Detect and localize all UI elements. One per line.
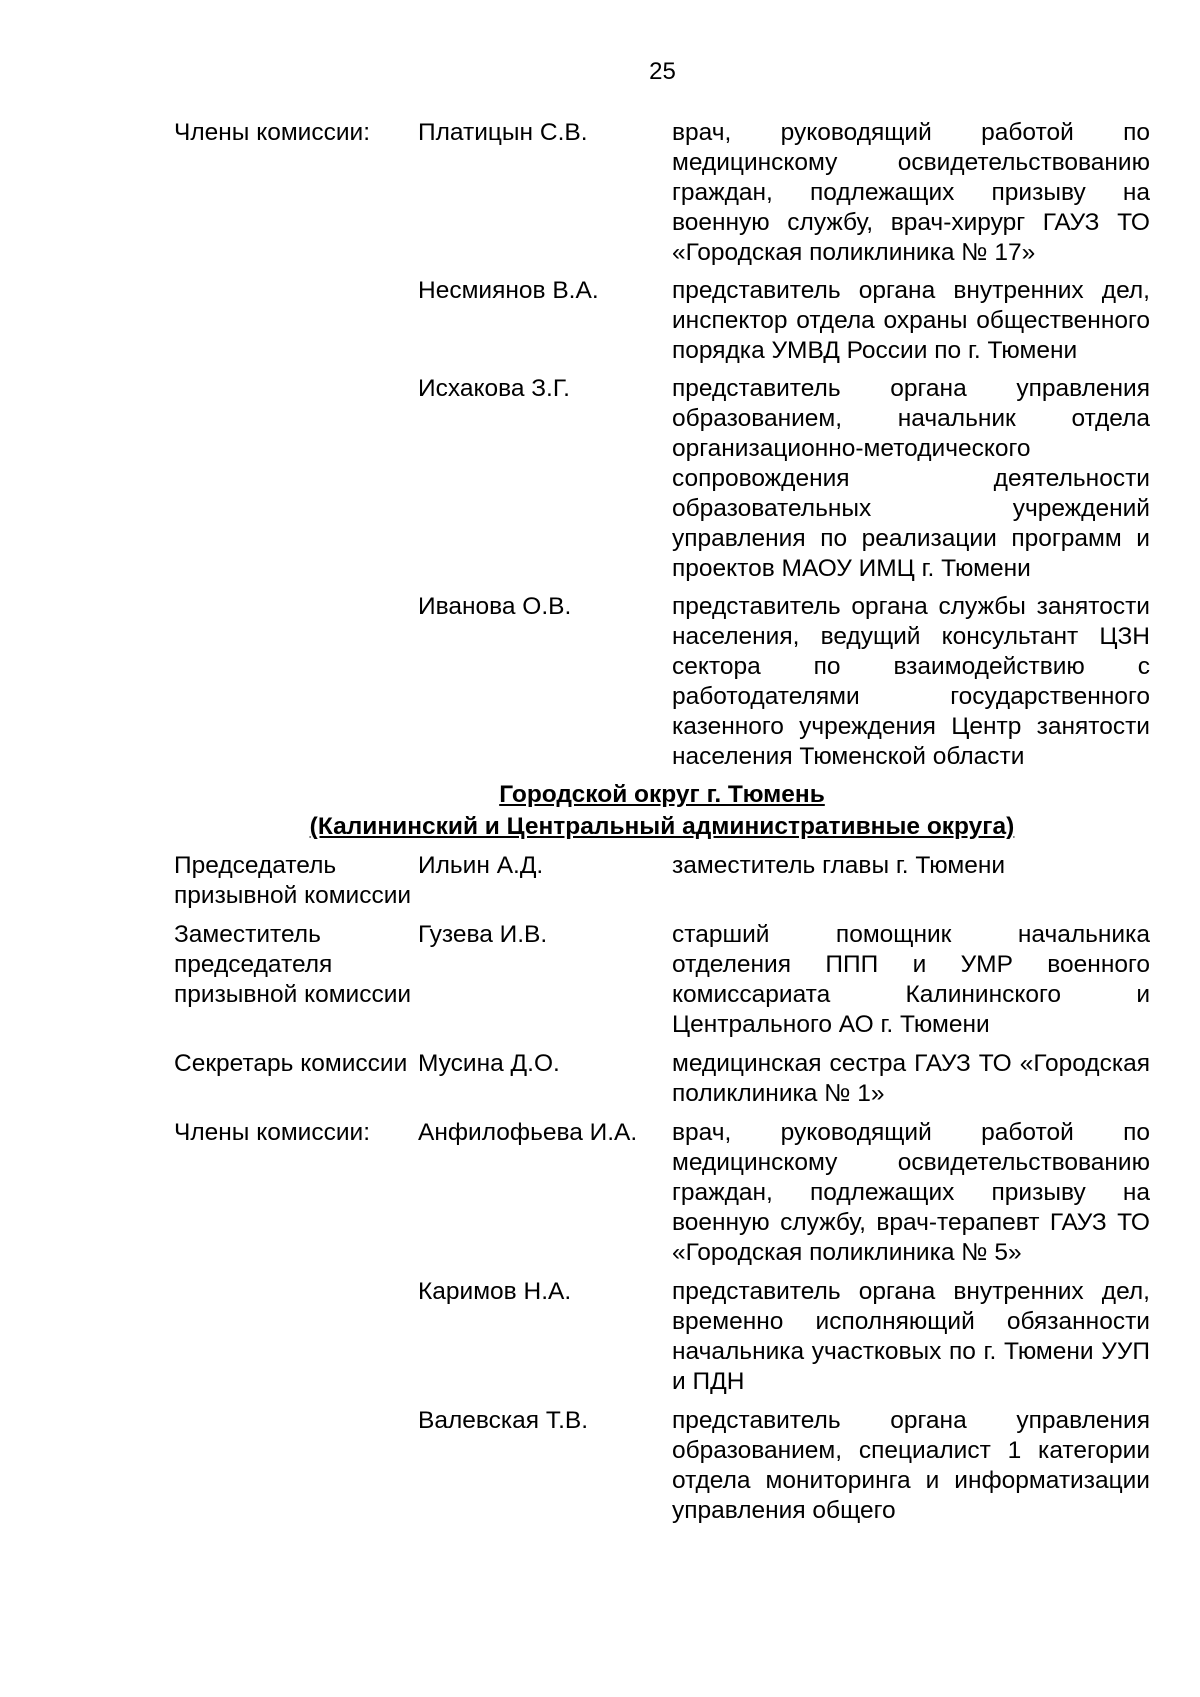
- member-description: врач, руководящий работой по медицинскому освидетельствованию граждан, подлежащих призыву на военную службу, врач-хирург ГАУЗ ТО «Городская поликлиника № 17»: [672, 119, 1150, 266]
- member-role: Члены комиссии:: [174, 119, 371, 146]
- member-row-platitsyn: [174, 118, 1150, 268]
- member-description: представитель органа службы занятости населения, ведущий консультант ЦЗН сектора по взаимодействию с работодателями государственного казенного учреждения Центр занятости населения Тюменской области: [672, 593, 1150, 770]
- member-row-anfilofeva: [174, 1118, 1150, 1268]
- member-name: Гузева И.В.: [418, 921, 548, 948]
- member-name: Иванова О.В.: [418, 593, 572, 620]
- member-description: заместитель главы г. Тюмени: [672, 852, 1006, 879]
- member-row-ilyin: [174, 851, 1150, 911]
- member-name: Валевская Т.В.: [418, 1407, 589, 1434]
- member-role: Члены комиссии:: [174, 1119, 371, 1146]
- section-heading-line-1: Городской округ г. Тюмень: [499, 781, 825, 808]
- member-name: Каримов Н.А.: [418, 1278, 572, 1305]
- section-heading: [174, 779, 1150, 843]
- member-description: представитель органа управления образованием, начальник отдела организационно-методического сопровождения деятельности образовательных учреждений управления по реализации программ и проектов МАОУ ИМЦ г. Тюмени: [672, 375, 1150, 582]
- commission-members-block-1: [174, 118, 1150, 772]
- member-description: старший помощник начальника отделения ППП и УМР военного комиссариата Калининского и Центрального АО г. Тюмени: [672, 921, 1150, 1038]
- member-row-iskhakova: [174, 374, 1150, 584]
- member-name: Ильин А.Д.: [418, 852, 544, 879]
- member-description: представитель органа управления образованием, специалист 1 категории отдела мониторинга и информатизации управления общего: [672, 1407, 1150, 1524]
- member-row-ivanova: [174, 592, 1150, 772]
- member-description: медицинская сестра ГАУЗ ТО «Городская поликлиника № 1»: [672, 1050, 1150, 1107]
- member-description: врач, руководящий работой по медицинскому освидетельствованию граждан, подлежащих призыву на военную службу, врач-терапевт ГАУЗ ТО «Городская поликлиника № 5»: [672, 1119, 1150, 1266]
- member-role: Председатель призывной комиссии: [174, 852, 412, 909]
- member-description: представитель органа внутренних дел, временно исполняющий обязанности начальника участковых по г. Тюмени УУП и ПДН: [672, 1278, 1150, 1395]
- member-row-musina: [174, 1049, 1150, 1109]
- commission-document: [174, 118, 1150, 1526]
- member-name: Исхакова З.Г.: [418, 375, 570, 402]
- commission-members-block-2: [174, 851, 1150, 1526]
- member-role: Заместитель председателя призывной комиссии: [174, 921, 412, 1008]
- member-row-guzeva: [174, 920, 1150, 1040]
- member-description: представитель органа внутренних дел, инспектор отдела охраны общественного порядка УМВД России по г. Тюмени: [672, 277, 1150, 364]
- member-row-valevskaya: [174, 1406, 1150, 1526]
- member-role: Секретарь комиссии: [174, 1050, 408, 1077]
- page-number: 25: [649, 58, 676, 85]
- member-name: Анфилофьева И.А.: [418, 1119, 638, 1146]
- section-heading-line-2: (Калининский и Центральный административные округа): [309, 813, 1015, 840]
- member-row-karimov: [174, 1277, 1150, 1397]
- member-name: Платицын С.В.: [418, 119, 588, 146]
- member-name: Несмиянов В.А.: [418, 277, 599, 304]
- member-row-nesmiyanov: [174, 276, 1150, 366]
- member-name: Мусина Д.О.: [418, 1050, 560, 1077]
